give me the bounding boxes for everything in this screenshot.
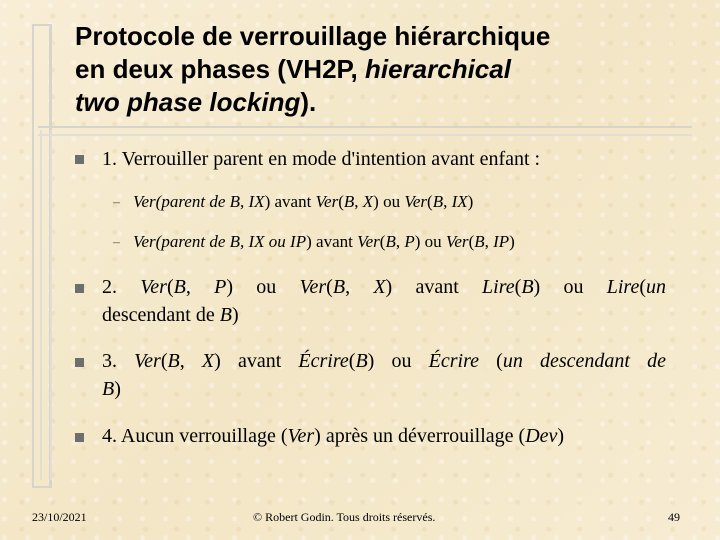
b2-part: ) ou (533, 276, 607, 298)
square-bullet-icon (75, 433, 84, 442)
b3-part: ) (114, 378, 121, 400)
b3-part: un descendant de (502, 350, 667, 372)
sub2-part: ( (468, 232, 475, 251)
sub1-part: B (432, 192, 444, 211)
title-line-3-end: ). (300, 87, 317, 117)
bullet-3-line-1 (102, 349, 666, 373)
sub-bullet-1 (133, 192, 473, 212)
footer-date: 23/10/2021 (32, 510, 87, 524)
sub2-part: IP (493, 232, 510, 251)
sub1-part: B (343, 192, 355, 211)
sub2-part: , (484, 232, 494, 251)
b2-part: Lire (482, 276, 515, 298)
sub2-part: Ver(parent de (133, 232, 230, 251)
b3-part: ( (160, 350, 168, 372)
b2-part: ) (231, 304, 239, 326)
b3-part: B (102, 378, 115, 400)
b3-part: Ver (134, 350, 161, 372)
sub2-part: , (240, 232, 249, 251)
b2-part: B (173, 276, 186, 298)
b3-part: ( (479, 350, 503, 372)
bullet-1-text: 1. Verrouiller parent en mode d'intention avant enfant : (102, 148, 541, 170)
sub1-part: Ver(parent de (133, 192, 230, 211)
b2-part: 2. (102, 276, 141, 298)
sub2-part: Ver (445, 232, 469, 251)
sub1-part: X (362, 192, 374, 211)
sub1-part: Ver (404, 192, 428, 211)
b2-part: ( (514, 276, 522, 298)
title-line-2 (75, 53, 695, 86)
footer-copyright: © Robert Godin. Tous droits réservés. (253, 510, 436, 524)
sub2-part: IX ou IP (248, 232, 307, 251)
footer-page-number: 49 (668, 510, 680, 524)
b2-part: descendant de (102, 304, 220, 326)
b3-part: B (167, 350, 180, 372)
square-bullet-icon (75, 358, 84, 367)
b3-part: ) ou (367, 350, 429, 372)
b3-part: , (179, 350, 202, 372)
b2-part: Lire (606, 276, 640, 298)
sub2-part: ) ou (414, 232, 446, 251)
sub1-part: ( (427, 192, 433, 211)
sub1-part: IX (248, 192, 265, 211)
sub2-part: ) (509, 232, 515, 251)
title-line-3-italic: two phase locking (75, 87, 301, 117)
b2-part: , (345, 276, 374, 298)
frame-horizontal-bar (38, 126, 692, 136)
sub1-part: , (240, 192, 249, 211)
sub1-part: ( (338, 192, 344, 211)
b2-part: P (214, 276, 227, 298)
frame-vertical-inner (40, 130, 52, 480)
sub2-part: , (395, 232, 405, 251)
b2-part: B (521, 276, 534, 298)
sub1-part: B (229, 192, 241, 211)
title-line-2-normal: en deux phases (VH2P, (75, 54, 365, 84)
b3-part: Écrire (298, 350, 349, 372)
b2-part: ( (639, 276, 647, 298)
b3-part: 3. (102, 350, 135, 372)
b2-part: , (185, 276, 215, 298)
b3-part: ( (348, 350, 356, 372)
sub2-part: B (474, 232, 485, 251)
sub1-part: , (354, 192, 363, 211)
b3-part: ) avant (214, 350, 299, 372)
square-bullet-icon (75, 155, 84, 164)
dash-bullet-icon: – (113, 195, 120, 210)
square-bullet-icon (75, 284, 84, 293)
sub1-part: IX (451, 192, 468, 211)
b2-part: B (219, 304, 232, 326)
sub1-part: Ver (315, 192, 339, 211)
b2-part: Ver (140, 276, 167, 298)
sub1-part: ) ou (373, 192, 405, 211)
b2-part: X (373, 276, 386, 298)
sub2-part: B (385, 232, 396, 251)
sub1-part: ) avant (264, 192, 316, 211)
b2-part: ( (326, 276, 333, 298)
b2-part: B (332, 276, 346, 298)
b4-part: Ver (287, 425, 315, 447)
sub2-part: ) avant (306, 232, 358, 251)
title-line-3 (75, 86, 695, 119)
sub1-part: , (443, 192, 452, 211)
b2-part: Ver (299, 276, 327, 298)
sub-bullet-2 (133, 232, 515, 252)
b4-part: Dev (525, 425, 558, 447)
bullet-3-line-2 (102, 377, 121, 401)
sub2-part: Ver (357, 232, 380, 251)
b4-part: ) après un déverrouillage ( (314, 425, 526, 447)
sub2-part: B (229, 232, 241, 251)
dash-bullet-icon: – (113, 235, 120, 250)
title-line-2-italic: hierarchical (364, 54, 511, 84)
bullet-2-line-1 (102, 275, 666, 299)
b2-part: ) avant (385, 276, 483, 298)
b3-part: X (201, 350, 215, 372)
slide-title (75, 20, 695, 119)
sub1-part: ) (467, 192, 474, 211)
b4-part: 4. Aucun verrouillage ( (102, 425, 288, 447)
sub2-part: ( (379, 232, 386, 251)
b2-part: ( (166, 276, 174, 298)
sub2-part: P (404, 232, 415, 251)
bullet-2-line-2 (102, 303, 239, 327)
title-line-1: Protocole de verrouillage hiérarchique (75, 21, 551, 51)
b3-part: Écrire (428, 350, 480, 372)
bullet-4-text (102, 424, 564, 448)
b4-part: ) (557, 425, 565, 447)
b2-part: un (646, 276, 667, 298)
b3-part: B (355, 350, 368, 372)
b2-part: ) ou (226, 276, 300, 298)
